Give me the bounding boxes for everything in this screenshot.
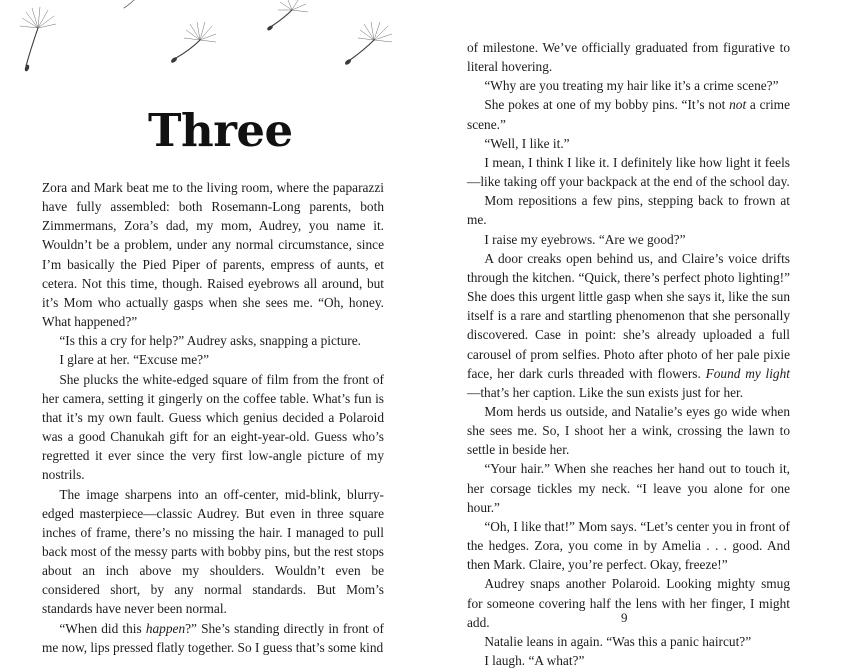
paragraph: I laugh. “A what?” — [484, 653, 585, 668]
paragraph: Mom repositions a few pins, stepping back to frown at me. — [467, 193, 790, 228]
paragraph: I glare at her. “Excuse me?” — [59, 352, 210, 368]
paragraph: The image sharpens into an off-center, mid-blink, blurry-edged masterpiece—classic Audrey. But even in three square inches of frame, there’s no missing the hair. I managed to pull back most of the messy parts with bobby pins, but the rest stops about an inch above my shoulders. Wouldn’t even be considered short, by any normal standards. But Mom’s standards have never been normal. — [42, 486, 384, 617]
page-number: 9 — [621, 610, 628, 625]
paragraph: of milestone. We’ve officially graduated from figurative to literal hovering. — [467, 40, 790, 75]
paragraph: “Is this a cry for help?” Audrey asks, snapping a picture. — [59, 333, 361, 349]
text-run: ?” She’s standing directly in front of me now, lips pressed flatly together. So I guess that’s some kind — [42, 620, 385, 655]
left-page-body — [42, 178, 384, 657]
paragraph: “Your hair.” When she reaches her hand out to touch it, her corsage tickles my neck. “I leave you alone for one hour.” — [467, 461, 790, 515]
paragraph — [42, 619, 384, 657]
chapter-title: Three — [148, 104, 293, 157]
paragraph: Audrey snaps another Polaroid. Looking mighty smug for someone covering half the lens with her finger, I might add. — [467, 576, 790, 630]
right-page-body — [467, 38, 790, 670]
text-run: a crime scene.” — [467, 97, 790, 132]
emphasis: happen — [145, 620, 186, 636]
paragraph: I mean, I think I like it. I definitely like how light it feels—like taking off your backpack at the end of the school day. — [467, 154, 790, 190]
paragraph: “Why are you treating my hair like it’s a crime scene?” — [484, 78, 779, 94]
paragraph — [467, 249, 790, 402]
paragraph: Zora and Mark beat me to the living room, where the paparazzi have fully assembled: both Rosemann-Long parents, both Zimmermans, Zora’s dad, my mom, Audrey, you name it. Wouldn’t be a problem, under any normal circumstance, since I’m basically the Pied Piper of parents, empress of aunts, et cetera. Not this time, though. Raised eyebrows all around, but it’s Mom who actually gasps when she sees me. “Oh, honey. What happened?” — [42, 180, 384, 330]
paragraph: “Well, I like it.” — [484, 135, 570, 151]
text-run: —that’s her caption. Like the sun exists just for her. — [467, 384, 744, 400]
paragraph — [467, 95, 790, 133]
emphasis: Found my light — [705, 365, 790, 381]
text-run: “When did this — [59, 620, 146, 636]
emphasis: not — [729, 97, 747, 113]
dandelion-seeds-icon — [0, 0, 420, 110]
paragraph: Mom herds us outside, and Natalie’s eyes go wide when she sees me. So, I shoot her a wink, crossing the lawn to settle in beside her. — [467, 403, 790, 458]
paragraph: She plucks the white-edged square of film from the front of her camera, setting it gingerly on the coffee table. What’s fun is that it’s my own fault. Guess which genius decided a Polaroid was a good Chanukah gift for an eight-year-old. Guess who’s regretted it ever since the very first low-angle picture of my nostrils. — [42, 371, 384, 483]
text-run: A door creaks open behind us, and Claire’s voice drifts through the kitchen. “Quick, there’s perfect photo lighting!” She does this urgent little gasp when she says it, like the sun itself is a rare and startling phenomenon that she personally discovered. Case in point: she’s already uploaded a full carousel of prom selfies. Photo after photo of her pale pixie face, her dark curls threaded with flowers. — [467, 250, 790, 381]
text-run: She pokes at one of my bobby pins. “It’s not — [484, 97, 730, 113]
paragraph: I raise my eyebrows. “Are we good?” — [484, 231, 686, 247]
paragraph: Natalie leans in again. “Was this a panic haircut?” — [484, 633, 752, 649]
paragraph: “Oh, I like that!” Mom says. “Let’s center you in front of the hedges. Zora, you come in by Amelia . . . good. And then Mark. Claire, you’re perfect. Okay, freeze!” — [467, 518, 790, 573]
